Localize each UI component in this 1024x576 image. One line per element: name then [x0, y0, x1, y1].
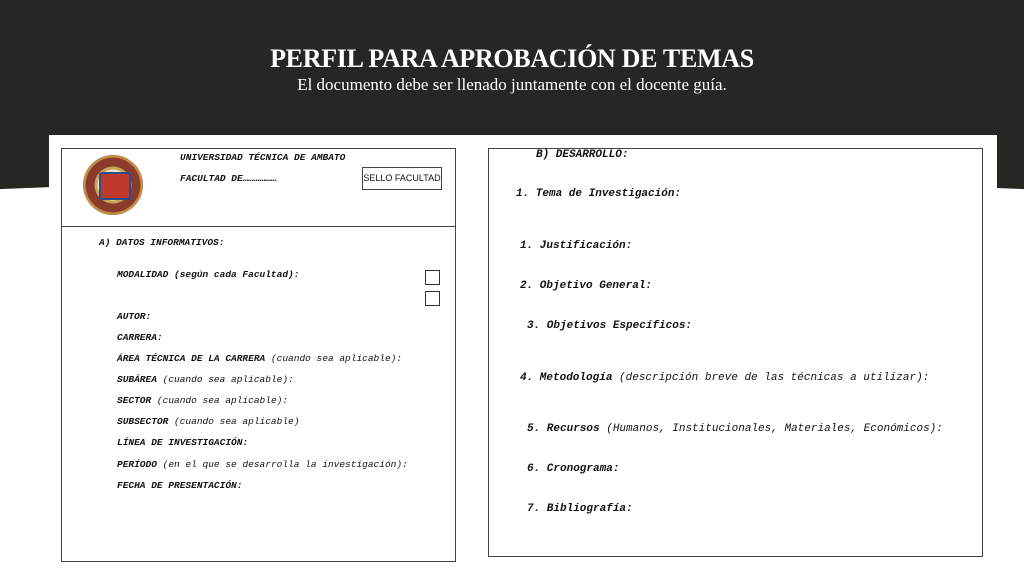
metodologia-note: (descripción breve de las técnicas a utilizar):: [619, 372, 930, 384]
tema-label: 1. Tema de Investigación:: [516, 188, 682, 200]
area-tecnica-label: ÁREA TÉCNICA DE LA CARRERA: [117, 353, 266, 364]
section-a-heading: A) DATOS INFORMATIVOS:: [99, 237, 225, 248]
modalidad-checkbox-1[interactable]: [425, 270, 440, 285]
linea-investigacion-label: LÍNEA DE INVESTIGACIÓN:: [117, 437, 249, 448]
sector-row: [117, 395, 288, 406]
header-divider: [62, 226, 455, 227]
subarea-row: [117, 374, 294, 385]
modalidad-label: MODALIDAD (según cada Facultad):: [117, 269, 300, 280]
carrera-label: CARRERA:: [117, 332, 163, 343]
modalidad-checkbox-2[interactable]: [425, 291, 440, 306]
subsector-note: (cuando sea aplicable): [174, 416, 300, 427]
section-b-heading: B) DESARROLLO:: [536, 149, 629, 161]
recursos-note: (Humanos, Institucionales, Materiales, Económicos):: [606, 423, 943, 435]
form-datos-informativos: [61, 148, 456, 562]
objetivos-especificos-label: 3. Objetivos Específicos:: [527, 320, 693, 332]
slide-title: PERFIL PARA APROBACIÓN DE TEMAS: [270, 44, 754, 73]
periodo-label: PERÍODO: [117, 459, 157, 470]
area-tecnica-note: (cuando sea aplicable):: [270, 353, 403, 364]
periodo-note: (en el que se desarrolla la investigación):: [162, 459, 408, 470]
bibliografia-label: 7. Bibliografía:: [527, 503, 633, 515]
slide-subtitle: El documento debe ser llenado juntamente con el docente guía.: [297, 75, 727, 94]
sector-note: (cuando sea aplicable):: [156, 395, 289, 406]
university-seal-icon: [83, 155, 143, 215]
form-desarrollo: [488, 148, 983, 557]
metodologia-label: 4. Metodología: [520, 372, 613, 384]
sector-label: SECTOR: [117, 395, 152, 406]
justificacion-label: 1. Justificación:: [520, 240, 633, 252]
subsector-row: [117, 416, 299, 427]
objetivo-general-label: 2. Objetivo General:: [520, 280, 653, 292]
faculty-field: FACULTAD DE………………: [180, 173, 277, 184]
area-tecnica-row: [117, 353, 402, 364]
periodo-row: [117, 459, 408, 470]
subarea-note: (cuando sea aplicable):: [162, 374, 294, 385]
university-name: UNIVERSIDAD TÉCNICA DE AMBATO: [180, 152, 346, 163]
recursos-row: [527, 423, 943, 435]
recursos-label: 5. Recursos: [527, 423, 600, 435]
subarea-label: SUBÁREA: [117, 374, 157, 385]
fecha-presentacion-label: FECHA DE PRESENTACIÓN:: [117, 480, 243, 491]
subsector-label: SUBSECTOR: [117, 416, 169, 427]
cronograma-label: 6. Cronograma:: [527, 463, 620, 475]
metodologia-row: [520, 372, 929, 384]
stamp-box: SELLO FACULTAD: [362, 167, 442, 190]
autor-label: AUTOR:: [117, 311, 152, 322]
